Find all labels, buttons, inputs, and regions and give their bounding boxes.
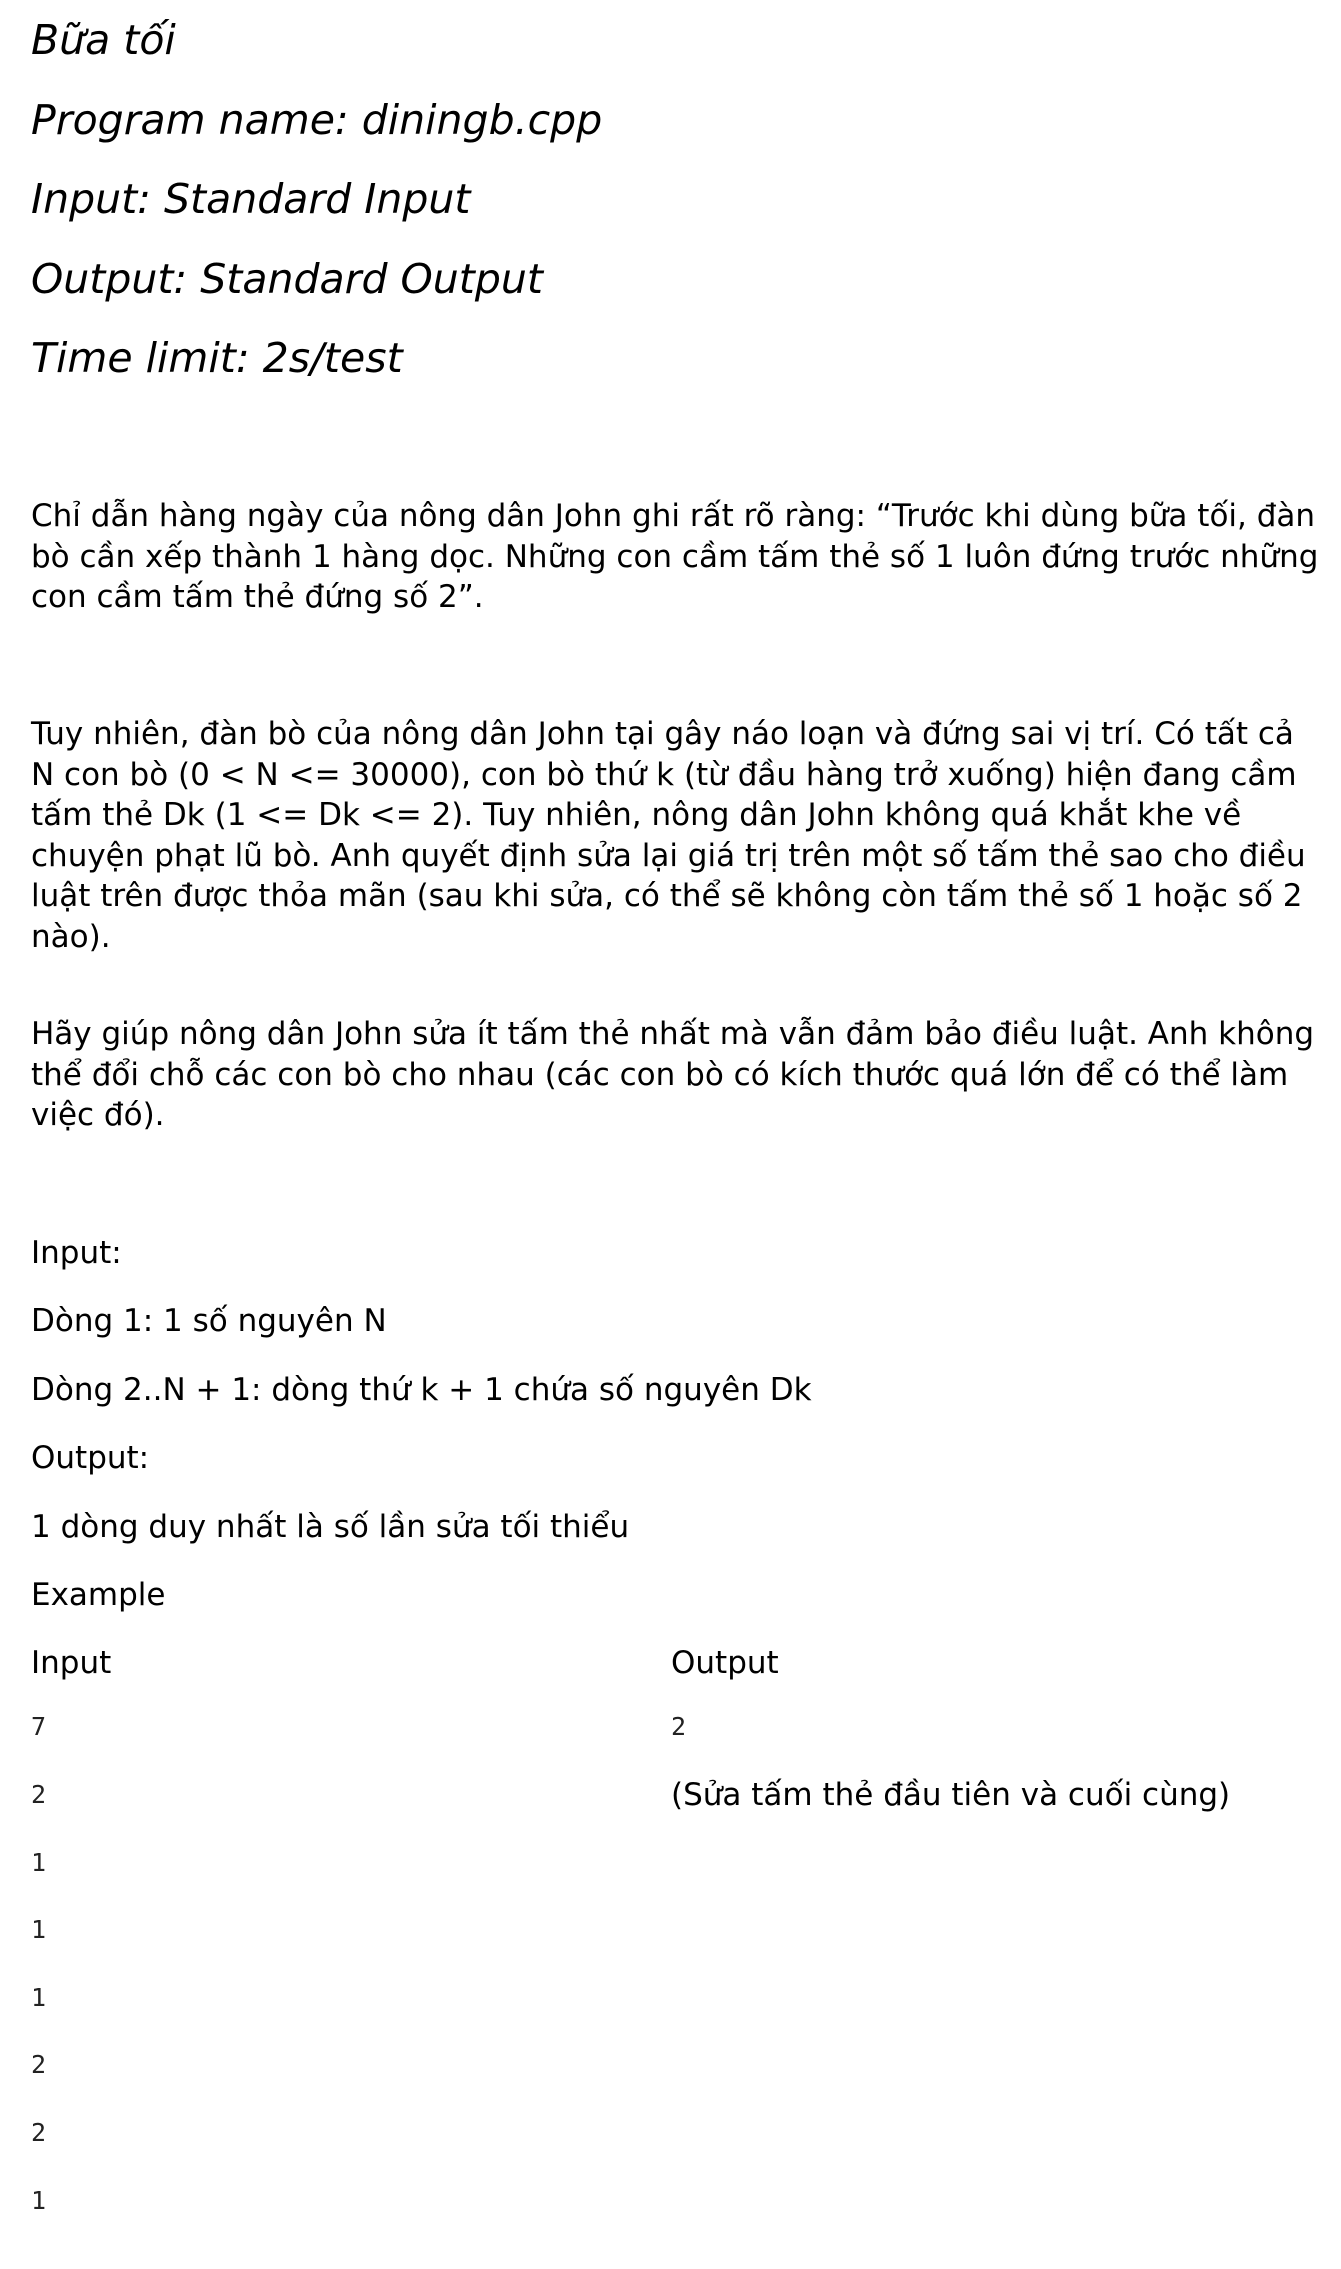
example-input-value: 1 xyxy=(31,1848,47,1877)
output-heading: Output: xyxy=(31,1440,150,1476)
input-source: Input: Standard Input xyxy=(31,175,471,223)
example-heading: Example xyxy=(31,1577,166,1613)
input-heading: Input: xyxy=(31,1235,122,1271)
example-input-value: 2 xyxy=(31,2118,47,2147)
example-output-label: Output xyxy=(671,1645,779,1681)
output-target: Output: Standard Output xyxy=(31,255,543,303)
example-input-label: Input xyxy=(31,1645,112,1681)
example-input-value: 2 xyxy=(31,1780,47,1809)
example-input-value: 7 xyxy=(31,1712,47,1741)
example-input-value: 1 xyxy=(31,2186,47,2215)
problem-title: Bữa tối xyxy=(31,16,176,64)
example-input-value: 1 xyxy=(31,1983,47,2012)
statement-paragraph-1: Chỉ dẫn hàng ngày của nông dân John ghi rất rõ ràng: “Trước khi dùng bữa tối, đàn bò cần xếp thành 1 hàng dọc. Những con cầm tấm thẻ số 1 luôn đứng trước những con cầm tấm thẻ đứng số 2”. xyxy=(31,498,1319,615)
input-spec-line-1: Dòng 1: 1 số nguyên N xyxy=(31,1303,387,1339)
program-name: Program name: diningb.cpp xyxy=(31,96,603,144)
statement-paragraph-3: Hãy giúp nông dân John sửa ít tấm thẻ nhất mà vẫn đảm bảo điều luật. Anh không thể đổi chỗ các con bò cho nhau (các con bò có kích thước quá lớn để có thể làm việc đó). xyxy=(31,1016,1315,1133)
example-input-value: 2 xyxy=(31,2050,47,2079)
time-limit: Time limit: 2s/test xyxy=(31,334,403,382)
input-spec-line-2: Dòng 2..N + 1: dòng thứ k + 1 chứa số nguyên Dk xyxy=(31,1372,812,1408)
example-input-value: 1 xyxy=(31,1915,47,1944)
example-output-value: 2 xyxy=(671,1712,687,1741)
output-spec-line-1: 1 dòng duy nhất là số lần sửa tối thiểu xyxy=(31,1509,630,1545)
example-output-note: (Sửa tấm thẻ đầu tiên và cuối cùng) xyxy=(671,1777,1231,1813)
statement-paragraph-2: Tuy nhiên, đàn bò của nông dân John tại gây náo loạn và đứng sai vị trí. Có tất cả N con bò (0 < N <= 30000), con bò thứ k (từ đầu hàng trở xuống) hiện đang cầm tấm thẻ Dk (1 <= Dk <= 2). Tuy nhiên, nông dân John không quá khắt khe về chuyện phạt lũ bò. Anh quyết định sửa lại giá trị trên một số tấm thẻ sao cho điều luật trên được thỏa mãn (sau khi sửa, có thể sẽ không còn tấm thẻ số 1 hoặc số 2 nào). xyxy=(31,716,1306,955)
